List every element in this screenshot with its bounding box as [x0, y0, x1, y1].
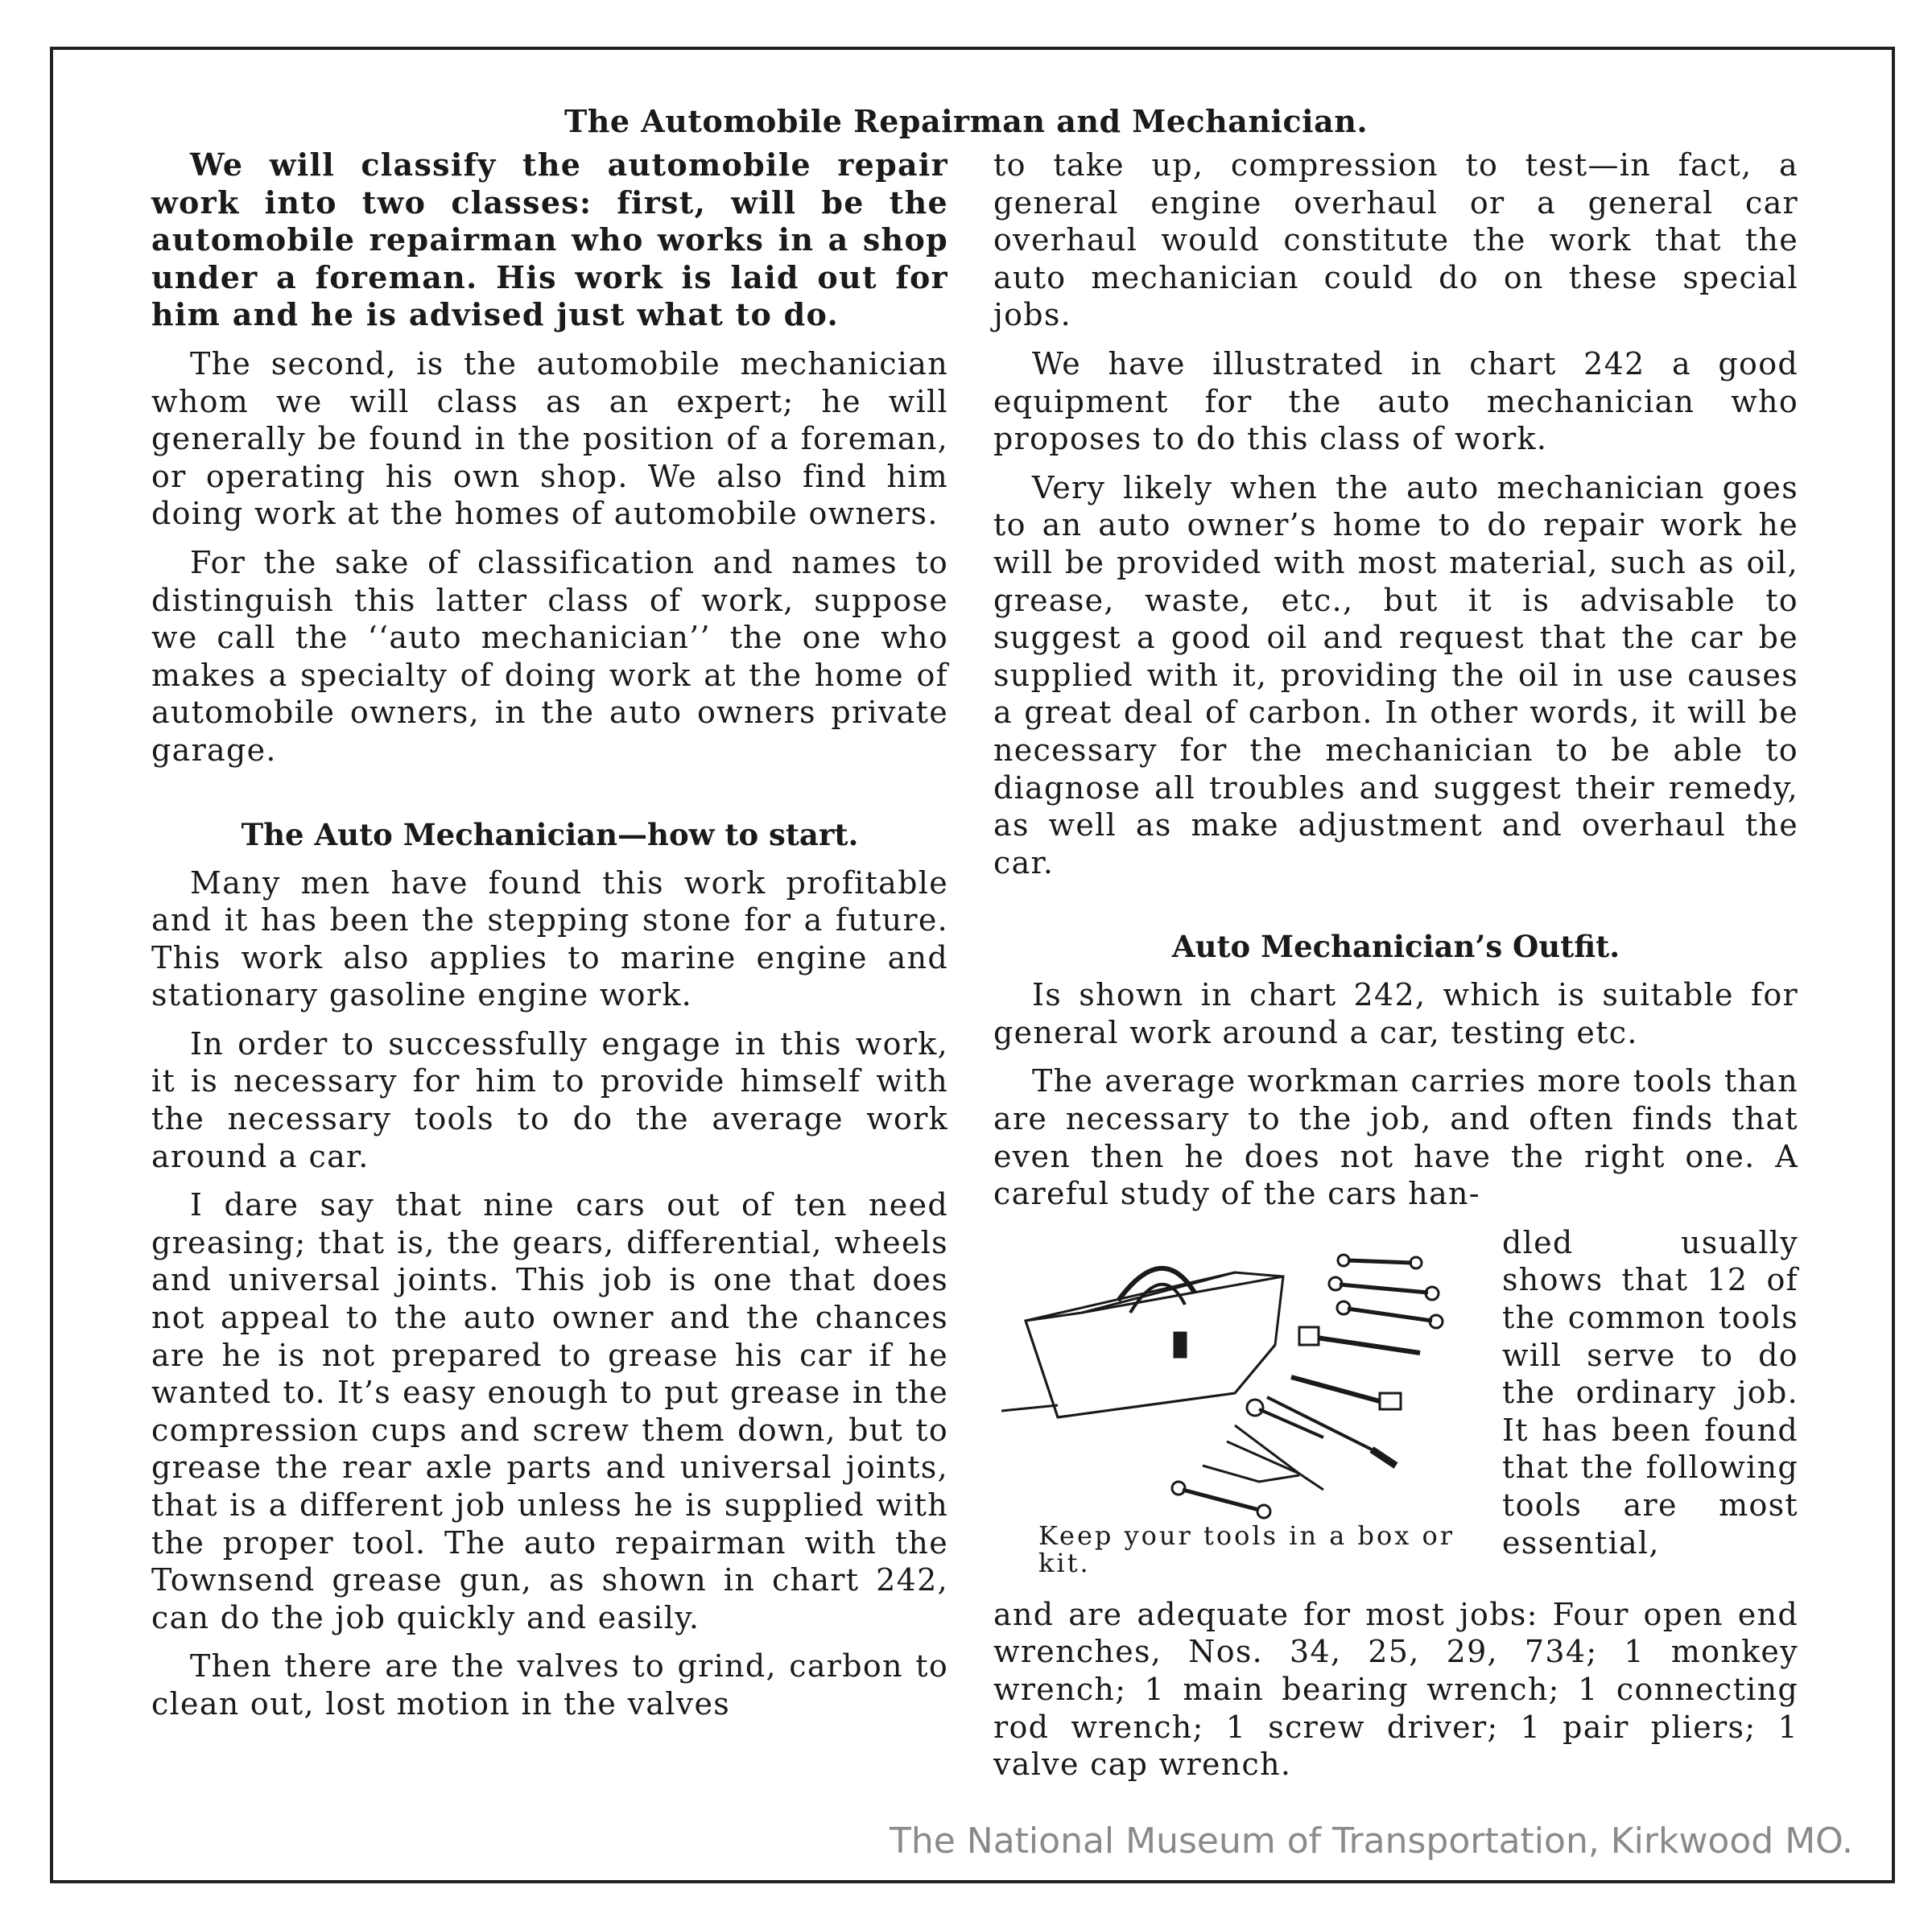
paragraph: For the sake of classification and names to distinguish this latter class of work, suppose we call the ‘‘auto mechanician’’ the one who makes a specialty of doing work at the home of automobile owners, in the auto owners private garage.: [151, 544, 948, 768]
figure-side-text: dled usually shows that 12 of the common tools will serve to do the ordinary job. It has been found that the following tools are most essential,: [1502, 1224, 1798, 1561]
left-column: [151, 146, 948, 1734]
paragraph: Then there are the valves to grind, carbon to clean out, lost motion in the valves: [151, 1648, 948, 1722]
figure: [993, 1224, 1798, 1596]
page-title: The Automobile Repairman and Mechanician.: [564, 103, 1368, 139]
paragraph: Very likely when the auto mechanician goes to an auto owner’s home to do repair work he will be provided with most material, such as oil, grease, waste, etc., but it is advisable to suggest a good oil and request that the car be supplied with it, providing the oil in use causes a great deal of carbon. In other words, it will be necessary for the mechanician to be able to diagnose all troubles and suggest their remedy, as well as make adjustment and overhaul the car.: [993, 469, 1798, 880]
figure-caption: Keep your tools in a box or kit.: [1038, 1520, 1455, 1578]
section-heading: The Auto Mechanician—how to start.: [241, 816, 859, 852]
right-column: [993, 146, 1798, 1795]
watermark: The National Museum of Transportation, Kirkwood MO.: [889, 1821, 1853, 1862]
paragraph: The average workman carries more tools than are necessary to the job, and often finds that even then he does not have the right one. A careful study of the cars han-: [993, 1063, 1798, 1212]
paragraph: In order to successfully engage in this work, it is necessary for him to provide himself with the necessary tools to do the average work around a car.: [151, 1025, 948, 1174]
paragraph: to take up, compression to test—in fact, a general engine overhaul or a general car overhaul would constitute the work that the auto mechanician could do on these special jobs.: [993, 147, 1798, 333]
paragraph: I dare say that nine cars out of ten need greasing; that is, the gears, differential, wheels and universal joints. This job is one that does not appeal to the auto owner and the chances are he is not prepared to grease his car if he wanted to. It’s easy enough to put grease in the compression cups and screw them down, but to grease the rear axle parts and universal joints, that is a different job unless he is supplied with the proper tool. The auto repairman with the Townsend grease gun, as shown in chart 242, can do the job quickly and easily.: [151, 1187, 948, 1635]
paragraph: We will classify the automobile repair work into two classes: first, will be the automobile repairman who works in a shop under a foreman. His work is laid out for him and he is advised just what to do.: [151, 146, 948, 333]
paragraph: and are adequate for most jobs: Four open end wrenches, Nos. 34, 25, 29, 734; 1 monkey wrench; 1 main bearing wrench; 1 connecting rod wrench; 1 screw driver; 1 pair pliers; 1 valve cap wrench.: [993, 1596, 1798, 1783]
paragraph: Is shown in chart 242, which is suitable for general work around a car, testing etc.: [993, 977, 1798, 1050]
paragraph: We have illustrated in chart 242 a good equipment for the auto mechanician who proposes to do this class of work.: [993, 345, 1798, 457]
paragraph: Many men have found this work profitable and it has been the stepping stone for a future. This work also applies to marine engine and stationary gasoline engine work.: [151, 864, 948, 1013]
section-heading: Auto Mechanician’s Outfit.: [1171, 929, 1620, 965]
paragraph: The second, is the automobile mechanician whom we will class as an expert; he will generally be found in the position of a foreman, or operating his own shop. We also find him doing work at the homes of automobile owners.: [151, 345, 948, 532]
